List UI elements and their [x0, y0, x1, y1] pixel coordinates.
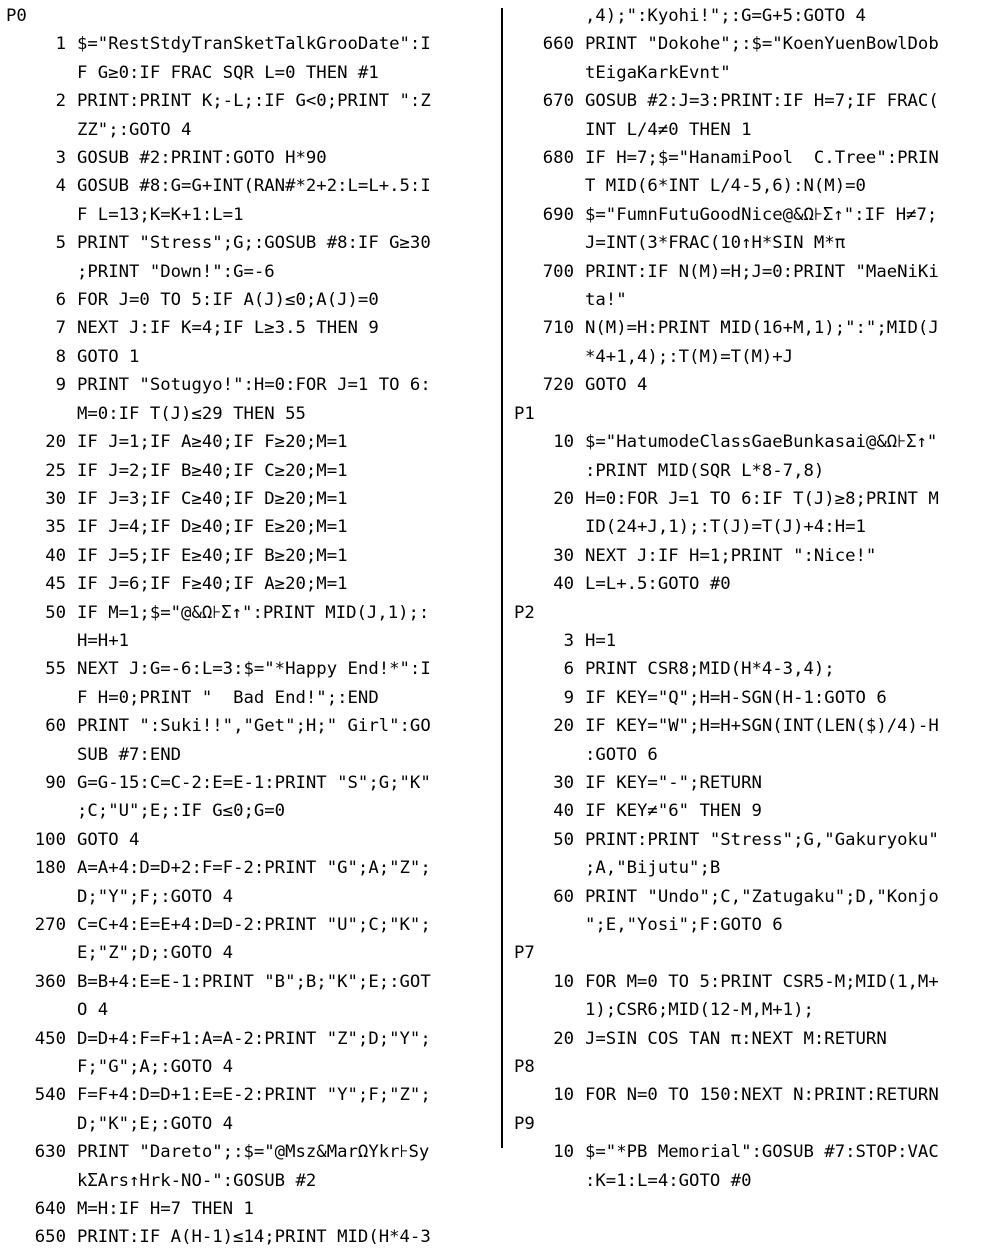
code-text: IF KEY="W";H=H+SGN(INT(LEN($)/4)-H — [585, 716, 939, 737]
line-number: 360 — [34, 971, 66, 992]
code-line — [508, 797, 1000, 825]
code-line — [508, 87, 1000, 115]
code-line — [508, 826, 1000, 854]
code-text: PRINT "Stress";G;:GOSUB #8:IF G≥30 — [77, 233, 431, 254]
code-line — [508, 769, 1000, 797]
code-text: J=SIN COS TAN π:NEXT M:RETURN — [585, 1028, 887, 1049]
code-continuation: ZZ";:GOTO 4 — [77, 119, 192, 140]
code-line — [0, 30, 500, 58]
code-text: IF J=5;IF E≥40;IF B≥20;M=1 — [77, 545, 348, 566]
code-text: IF J=4;IF D≥40;IF E≥20;M=1 — [77, 517, 348, 538]
code-line — [0, 314, 500, 342]
line-number: 60 — [553, 886, 574, 907]
line-number: 45 — [45, 574, 66, 595]
code-line — [0, 1138, 500, 1166]
line-number: 6 — [563, 659, 574, 680]
code-text: IF H=7;$="HanamiPool C.Tree":PRIN — [585, 148, 939, 169]
code-continuation: E;"Z";D;:GOTO 4 — [77, 943, 234, 964]
line-number: 690 — [542, 204, 574, 225]
line-number: 100 — [34, 829, 66, 850]
code-text: PRINT "Sotugyo!":H=0:FOR J=1 TO 6: — [77, 375, 431, 396]
code-continuation: D;"Y";F;:GOTO 4 — [77, 886, 234, 907]
code-line — [508, 428, 1000, 456]
code-text: NEXT J:IF K=4;IF L≥3.5 THEN 9 — [77, 318, 379, 339]
code-line — [508, 1138, 1000, 1166]
code-text: PRINT ":Suki!!","Get";H;" Girl":GO — [77, 716, 431, 737]
code-text: GOSUB #2:PRINT:GOTO H*90 — [77, 148, 327, 169]
code-line — [0, 1025, 500, 1053]
code-text: $="HatumodeClassGaeBunkasai@&Ω⊦Σ↑" — [585, 432, 938, 453]
line-number: 7 — [55, 318, 66, 339]
code-line — [508, 655, 1000, 683]
line-number: 50 — [553, 829, 574, 850]
code-text: C=C+4:E=E+4:D=D-2:PRINT "U";C;"K"; — [77, 915, 431, 935]
line-number: 55 — [45, 659, 66, 680]
code-line — [508, 30, 1000, 58]
line-number: 20 — [553, 716, 574, 737]
code-text: N(M)=H:PRINT MID(16+M,1);":";MID(J — [585, 318, 939, 339]
code-text: F=F+4:D=D+1:E=E-2:PRINT "Y";F;"Z"; — [77, 1085, 431, 1106]
code-text: PRINT:PRINT K;-L;:IF G<0;PRINT ":Z — [77, 91, 431, 112]
code-text: PRINT "Dokohe";:$="KoenYuenBowlDob — [585, 34, 939, 55]
code-text: IF J=3;IF C≥40;IF D≥20;M=1 — [77, 488, 348, 509]
code-continuation: M=0:IF T(J)≤29 THEN 55 — [77, 403, 306, 424]
line-number: 540 — [34, 1085, 66, 1106]
code-line — [0, 911, 500, 939]
code-text: FOR J=0 TO 5:IF A(J)≤0;A(J)=0 — [77, 290, 379, 311]
code-continuation: *4+1,4);:T(M)=T(M)+J — [585, 346, 794, 367]
line-number: 660 — [542, 34, 574, 55]
code-text: GOTO 4 — [585, 375, 648, 396]
code-line — [508, 1081, 1000, 1109]
line-number: 10 — [553, 971, 574, 992]
code-text: FOR N=0 TO 150:NEXT N:PRINT:RETURN — [585, 1085, 939, 1106]
code-text: PRINT CSR8;MID(H*4-3,4); — [585, 659, 835, 680]
code-line — [508, 485, 1000, 513]
code-text: NEXT J:IF H=1;PRINT ":Nice!" — [585, 545, 877, 566]
code-text: PRINT:PRINT "Stress";G,"Gakuryoku" — [585, 829, 939, 850]
code-line — [0, 87, 500, 115]
line-number: 1 — [55, 34, 66, 55]
line-number: 40 — [553, 801, 574, 822]
code-continuation: F L=13;K=K+1:L=1 — [77, 204, 244, 225]
code-line — [0, 968, 500, 996]
code-line — [0, 1195, 500, 1223]
line-number: 90 — [45, 772, 66, 793]
line-number: 3 — [563, 630, 574, 651]
code-continuation: tEigaKarkEvnt" — [585, 62, 731, 83]
code-line — [0, 655, 500, 683]
code-line — [508, 542, 1000, 570]
code-text: GOTO 1 — [77, 346, 140, 367]
code-line — [0, 371, 500, 399]
line-number: 180 — [34, 858, 66, 879]
code-line — [0, 428, 500, 456]
code-line — [0, 599, 500, 627]
code-continuation: kΣArs↑Hrk-NO-":GOSUB #2 — [77, 1170, 317, 1191]
listing-column-right — [508, 2, 1000, 1195]
code-continuation: ta!" — [585, 290, 627, 311]
code-continuation: ";E,"Yosi";F:GOTO 6 — [585, 915, 783, 935]
code-text: GOSUB #8:G=G+INT(RAN#*2+2:L=L+.5:I — [77, 176, 431, 197]
code-line — [0, 343, 500, 371]
line-number: 2 — [55, 91, 66, 112]
code-text: M=H:IF H=7 THEN 1 — [77, 1199, 254, 1220]
line-number: 60 — [45, 716, 66, 737]
column-divider — [501, 8, 503, 1148]
code-line — [0, 570, 500, 598]
code-text: $="FumnFutuGoodNice@&Ω⊦Σ↑":IF H≠7; — [585, 204, 938, 225]
code-text: $="RestStdyTranSketTalkGrooDate":I — [77, 34, 431, 55]
code-line — [508, 712, 1000, 740]
program-area-header: P1 — [514, 403, 535, 424]
code-continuation: ;C;"U";E;:IF G≤0;G=0 — [77, 801, 286, 822]
line-number: 20 — [45, 432, 66, 453]
line-number: 670 — [542, 91, 574, 112]
line-number: 5 — [55, 233, 66, 254]
code-line — [508, 144, 1000, 172]
line-number: 8 — [55, 346, 66, 367]
line-number: 270 — [34, 915, 66, 935]
code-continuation: ,4);":Kyohi!";:G=G+5:GOTO 4 — [585, 6, 866, 26]
code-text: PRINT "Dareto";:$="@Msz&MarΩYkr⊦Sy — [77, 1142, 430, 1163]
code-line — [508, 883, 1000, 911]
code-text: GOTO 4 — [77, 829, 140, 850]
program-area-header: P8 — [514, 1057, 535, 1078]
line-number: 10 — [553, 432, 574, 453]
code-text: IF KEY≠"6" THEN 9 — [585, 801, 762, 822]
code-line — [508, 684, 1000, 712]
line-number: 40 — [553, 574, 574, 595]
code-continuation: D;"K";E;:GOTO 4 — [77, 1113, 234, 1134]
line-number: 640 — [34, 1199, 66, 1220]
program-area-header: P2 — [514, 602, 535, 623]
code-line — [0, 457, 500, 485]
line-number: 6 — [55, 290, 66, 311]
line-number: 9 — [55, 375, 66, 396]
code-text: IF KEY="-";RETURN — [585, 772, 762, 793]
line-number: 30 — [45, 488, 66, 509]
line-number: 35 — [45, 517, 66, 538]
code-continuation: 1);CSR6;MID(12-M,M+1); — [585, 1000, 814, 1021]
code-continuation: T MID(6*INT L/4-5,6):N(M)=0 — [585, 176, 866, 197]
code-line — [0, 144, 500, 172]
code-text: PRINT:IF N(M)=H;J=0:PRINT "MaeNiKi — [585, 261, 939, 282]
code-line — [508, 258, 1000, 286]
code-line — [0, 854, 500, 882]
code-line — [0, 172, 500, 200]
line-number: 25 — [45, 460, 66, 481]
line-number: 450 — [34, 1028, 66, 1049]
code-continuation: F;"G";A;:GOTO 4 — [77, 1057, 234, 1078]
line-number: 20 — [553, 1028, 574, 1049]
line-number: 50 — [45, 602, 66, 623]
code-line — [0, 485, 500, 513]
code-continuation: SUB #7:END — [77, 744, 182, 765]
line-number: 30 — [553, 545, 574, 566]
line-number: 720 — [542, 375, 574, 396]
code-continuation: :PRINT MID(SQR L*8-7,8) — [585, 460, 825, 481]
code-text: D=D+4:F=F+1:A=A-2:PRINT "Z";D;"Y"; — [77, 1028, 431, 1049]
code-continuation: ;PRINT "Down!":G=-6 — [77, 261, 275, 282]
code-line — [0, 542, 500, 570]
listing-column-left — [0, 2, 500, 1252]
line-number: 30 — [553, 772, 574, 793]
line-number: 3 — [55, 148, 66, 169]
code-text: IF J=1;IF A≥40;IF F≥20;M=1 — [77, 432, 348, 453]
code-text: L=L+.5:GOTO #0 — [585, 574, 731, 595]
code-line — [0, 1223, 500, 1251]
code-line — [0, 712, 500, 740]
code-continuation: F G≥0:IF FRAC SQR L=0 THEN #1 — [77, 62, 379, 83]
code-text: H=1 — [585, 630, 617, 651]
program-area-header: P0 — [6, 6, 27, 26]
code-line — [0, 1081, 500, 1109]
code-continuation: ;A,"Bijutu";B — [585, 858, 721, 879]
code-line — [508, 968, 1000, 996]
code-text: IF KEY="Q";H=H-SGN(H-1:GOTO 6 — [585, 687, 887, 708]
code-line — [0, 229, 500, 257]
code-continuation: F H=0;PRINT " Bad End!";:END — [77, 687, 379, 708]
code-continuation: ID(24+J,1);:T(J)=T(J)+4:H=1 — [585, 517, 866, 538]
code-text: A=A+4:D=D+2:F=F-2:PRINT "G";A;"Z"; — [77, 858, 431, 879]
line-number: 4 — [55, 176, 66, 197]
code-text: GOSUB #2:J=3:PRINT:IF H=7;IF FRAC( — [585, 91, 939, 112]
code-line — [0, 826, 500, 854]
code-line — [508, 201, 1000, 229]
code-line — [508, 371, 1000, 399]
program-area-header: P7 — [514, 943, 535, 964]
code-text: H=0:FOR J=1 TO 6:IF T(J)≥8;PRINT M — [585, 488, 939, 509]
code-line — [0, 513, 500, 541]
line-number: 710 — [542, 318, 574, 339]
line-number: 20 — [553, 488, 574, 509]
program-area-header: P9 — [514, 1113, 535, 1134]
line-number: 9 — [563, 687, 574, 708]
code-continuation: :GOTO 6 — [585, 744, 658, 765]
code-continuation: :K=1:L=4:GOTO #0 — [585, 1170, 752, 1191]
code-text: PRINT:IF A(H-1)≤14;PRINT MID(H*4-3 — [77, 1227, 431, 1248]
code-text: NEXT J:G=-6:L=3:$="*Happy End!*":I — [77, 659, 431, 680]
code-line — [0, 286, 500, 314]
code-line — [508, 314, 1000, 342]
code-line — [508, 570, 1000, 598]
line-number: 630 — [34, 1142, 66, 1163]
code-continuation: O 4 — [77, 1000, 109, 1021]
code-text: B=B+4:E=E-1:PRINT "B";B;"K";E;:GOT — [77, 971, 431, 992]
code-continuation: INT L/4≠0 THEN 1 — [585, 119, 752, 140]
code-line — [0, 769, 500, 797]
line-number: 680 — [542, 148, 574, 169]
code-text: G=G-15:C=C-2:E=E-1:PRINT "S";G;"K" — [77, 772, 431, 793]
code-text: FOR M=0 TO 5:PRINT CSR5-M;MID(1,M+ — [585, 971, 939, 992]
code-line — [508, 1025, 1000, 1053]
line-number: 10 — [553, 1085, 574, 1106]
line-number: 10 — [553, 1142, 574, 1163]
code-text: IF M=1;$="@&Ω⊦Σ↑":PRINT MID(J,1);: — [77, 602, 430, 623]
code-line — [508, 627, 1000, 655]
code-text: IF J=2;IF B≥40;IF C≥20;M=1 — [77, 460, 348, 481]
line-number: 650 — [34, 1227, 66, 1248]
code-text: PRINT "Undo";C,"Zatugaku";D,"Konjo — [585, 886, 939, 907]
code-continuation: J=INT(3*FRAC(10↑H*SIN M*π — [585, 233, 846, 254]
line-number: 40 — [45, 545, 66, 566]
code-text: $="*PB Memorial":GOSUB #7:STOP:VAC — [585, 1142, 939, 1163]
line-number: 700 — [542, 261, 574, 282]
code-text: IF J=6;IF F≥40;IF A≥20;M=1 — [77, 574, 348, 595]
code-continuation: H=H+1 — [77, 630, 130, 651]
